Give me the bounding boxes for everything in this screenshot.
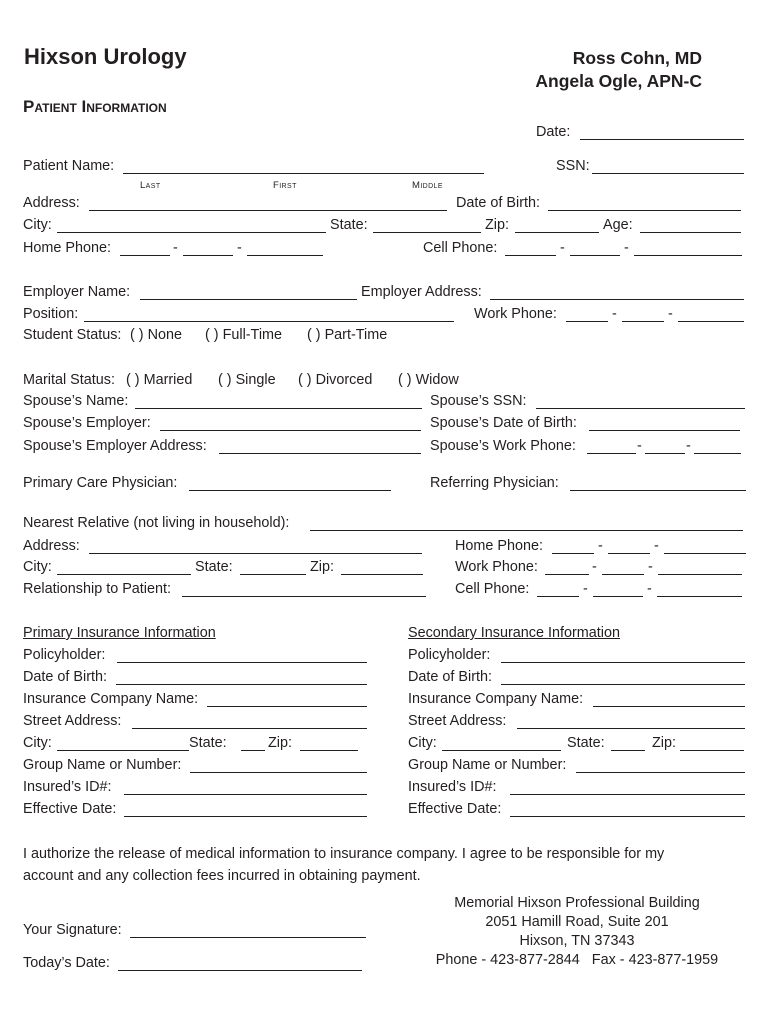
address-line[interactable]	[89, 210, 447, 211]
cell-phone-number-line[interactable]	[634, 255, 742, 256]
primary-state-label: State:	[189, 735, 227, 751]
secondary-company-label: Insurance Company Name:	[408, 691, 584, 707]
work-phone-label: Work Phone:	[474, 306, 557, 322]
student-option-none[interactable]: ( ) None	[130, 327, 182, 343]
secondary-insurance-title: Secondary Insurance Information	[408, 625, 620, 641]
secondary-effective-date-label: Effective Date:	[408, 801, 502, 817]
primary-street-line[interactable]	[132, 728, 367, 729]
relative-city-line[interactable]	[57, 574, 191, 575]
employer-address-line[interactable]	[490, 299, 744, 300]
address-label: Address:	[23, 195, 80, 211]
first-name-sublabel: First	[273, 180, 297, 191]
city-label: City:	[23, 217, 52, 233]
spouse-dob-line[interactable]	[589, 430, 740, 431]
secondary-state-label: State:	[567, 735, 605, 751]
primary-city-label: City:	[23, 735, 52, 751]
spouse-dob-label: Spouse’s Date of Birth:	[430, 415, 577, 431]
secondary-insured-id-line[interactable]	[510, 794, 745, 795]
dash: -	[686, 438, 691, 454]
primary-insured-id-line[interactable]	[124, 794, 367, 795]
zip-label: Zip:	[485, 217, 509, 233]
spouse-name-line[interactable]	[135, 408, 422, 409]
secondary-group-line[interactable]	[576, 772, 745, 773]
student-status-label: Student Status:	[23, 327, 122, 343]
dash: -	[237, 240, 242, 256]
spouse-employer-address-line[interactable]	[219, 453, 421, 454]
dash: -	[668, 306, 673, 322]
relative-address-line[interactable]	[89, 553, 422, 554]
secondary-street-line[interactable]	[517, 728, 745, 729]
relationship-label: Relationship to Patient:	[23, 581, 171, 597]
dash: -	[598, 538, 603, 554]
relative-home-phone-number-line[interactable]	[664, 553, 746, 554]
employer-name-line[interactable]	[140, 299, 357, 300]
relative-cell-phone-area-line[interactable]	[537, 596, 579, 597]
spouse-work-phone-label: Spouse’s Work Phone:	[430, 438, 576, 454]
relationship-line[interactable]	[182, 596, 426, 597]
dash: -	[173, 240, 178, 256]
primary-street-label: Street Address:	[23, 713, 122, 729]
spouse-employer-address-label: Spouse’s Employer Address:	[23, 438, 207, 454]
home-phone-number-line[interactable]	[247, 255, 323, 256]
phone-fax: Phone - 423-877-2844 Fax - 423-877-1959	[435, 952, 719, 968]
work-phone-area-line[interactable]	[566, 321, 608, 322]
relative-zip-line[interactable]	[341, 574, 423, 575]
primary-group-label: Group Name or Number:	[23, 757, 182, 773]
home-phone-area-line[interactable]	[120, 255, 170, 256]
secondary-group-label: Group Name or Number:	[408, 757, 567, 773]
spouse-ssn-line[interactable]	[536, 408, 745, 409]
primary-dob-line[interactable]	[116, 684, 367, 685]
building-name: Memorial Hixson Professional Building	[454, 895, 700, 911]
secondary-dob-line[interactable]	[501, 684, 745, 685]
secondary-zip-label: Zip:	[652, 735, 676, 751]
spouse-employer-label: Spouse’s Employer:	[23, 415, 151, 431]
primary-policyholder-line[interactable]	[117, 662, 367, 663]
dash: -	[654, 538, 659, 554]
middle-name-sublabel: Middle	[412, 180, 443, 191]
authorization-text-line-1: I authorize the release of medical information to insurance company. I agree to be responsible for my	[23, 846, 665, 862]
primary-dob-label: Date of Birth:	[23, 669, 107, 685]
nearest-relative-label: Nearest Relative (not living in household):	[23, 515, 290, 531]
secondary-state-line[interactable]	[611, 750, 645, 751]
patient-name-label: Patient Name:	[23, 158, 115, 174]
relative-cell-phone-label: Cell Phone:	[455, 581, 530, 597]
dash: -	[637, 438, 642, 454]
relative-work-phone-number-line[interactable]	[658, 574, 742, 575]
patient-name-line[interactable]	[123, 173, 484, 174]
primary-company-label: Insurance Company Name:	[23, 691, 199, 707]
relative-work-phone-prefix-line[interactable]	[602, 574, 644, 575]
cell-phone-area-line[interactable]	[505, 255, 556, 256]
secondary-effective-date-line[interactable]	[510, 816, 745, 817]
relative-state-line[interactable]	[240, 574, 306, 575]
state-label: State:	[330, 217, 368, 233]
spouse-name-label: Spouse’s Name:	[23, 393, 129, 409]
position-label: Position:	[23, 306, 79, 322]
relative-zip-label: Zip:	[310, 559, 334, 575]
nearest-relative-line[interactable]	[310, 530, 743, 531]
relative-work-phone-label: Work Phone:	[455, 559, 538, 575]
doctor-name-1: Ross Cohn, MD	[572, 48, 702, 68]
primary-insured-id-label: Insured’s ID#:	[23, 779, 112, 795]
relative-cell-phone-prefix-line[interactable]	[593, 596, 643, 597]
ssn-label: SSN:	[556, 158, 590, 174]
home-phone-prefix-line[interactable]	[183, 255, 233, 256]
cell-phone-prefix-line[interactable]	[570, 255, 620, 256]
primary-group-line[interactable]	[190, 772, 367, 773]
student-option-full-time[interactable]: ( ) Full-Time	[205, 327, 283, 343]
employer-name-label: Employer Name:	[23, 284, 131, 300]
primary-state-line[interactable]	[241, 750, 265, 751]
dash: -	[648, 559, 653, 575]
primary-insurance-title: Primary Insurance Information	[23, 625, 216, 641]
work-phone-prefix-line[interactable]	[622, 321, 664, 322]
referring-physician-line[interactable]	[570, 490, 746, 491]
spouse-employer-line[interactable]	[160, 430, 421, 431]
last-name-sublabel: Last	[140, 180, 161, 191]
relative-address-label: Address:	[23, 538, 80, 554]
spouse-work-phone-number-line[interactable]	[694, 453, 741, 454]
spouse-work-phone-prefix-line[interactable]	[645, 453, 685, 454]
dob-label: Date of Birth:	[456, 195, 540, 211]
secondary-dob-label: Date of Birth:	[408, 669, 492, 685]
age-label: Age:	[603, 217, 633, 233]
student-option-part-time[interactable]: ( ) Part-Time	[307, 327, 388, 343]
dash: -	[612, 306, 617, 322]
marital-option-single[interactable]: ( ) Single	[218, 372, 276, 388]
todays-date-label: Today’s Date:	[23, 955, 110, 971]
position-line[interactable]	[84, 321, 454, 322]
spouse-work-phone-area-line[interactable]	[587, 453, 636, 454]
primary-care-physician-label: Primary Care Physician:	[23, 475, 178, 491]
date-line[interactable]	[580, 139, 744, 140]
dob-line[interactable]	[548, 210, 741, 211]
relative-city-label: City:	[23, 559, 52, 575]
primary-effective-date-label: Effective Date:	[23, 801, 117, 817]
signature-line[interactable]	[130, 937, 366, 938]
clinic-name: Hixson Urology	[24, 44, 187, 69]
employer-address-label: Employer Address:	[361, 284, 482, 300]
dash: -	[647, 581, 652, 597]
referring-physician-label: Referring Physician:	[430, 475, 559, 491]
relative-cell-phone-number-line[interactable]	[657, 596, 742, 597]
work-phone-number-line[interactable]	[678, 321, 744, 322]
secondary-city-label: City:	[408, 735, 437, 751]
zip-line[interactable]	[515, 232, 599, 233]
relative-state-label: State:	[195, 559, 233, 575]
age-line[interactable]	[640, 232, 741, 233]
street-address: 2051 Hamill Road, Suite 201	[485, 914, 669, 930]
secondary-city-line[interactable]	[442, 750, 561, 751]
cell-phone-label: Cell Phone:	[423, 240, 498, 256]
dash: -	[583, 581, 588, 597]
secondary-policyholder-label: Policyholder:	[408, 647, 491, 663]
date-label: Date:	[536, 124, 571, 140]
marital-status-label: Marital Status:	[23, 372, 115, 388]
dash: -	[592, 559, 597, 575]
marital-option-widow[interactable]: ( ) Widow	[398, 372, 459, 388]
primary-city-line[interactable]	[57, 750, 189, 751]
marital-option-divorced[interactable]: ( ) Divorced	[298, 372, 373, 388]
authorization-text-line-2: account and any collection fees incurred in obtaining payment.	[23, 868, 421, 884]
relative-home-phone-label: Home Phone:	[455, 538, 543, 554]
secondary-company-line[interactable]	[593, 706, 745, 707]
dash: -	[624, 240, 629, 256]
secondary-street-label: Street Address:	[408, 713, 507, 729]
primary-zip-label: Zip:	[268, 735, 292, 751]
relative-home-phone-area-line[interactable]	[552, 553, 594, 554]
ssn-line[interactable]	[592, 173, 744, 174]
city-line[interactable]	[57, 232, 326, 233]
secondary-insured-id-label: Insured’s ID#:	[408, 779, 497, 795]
primary-care-physician-line[interactable]	[189, 490, 391, 491]
dash: -	[560, 240, 565, 256]
signature-label: Your Signature:	[23, 922, 122, 938]
form-title: Patient Information	[23, 97, 167, 116]
home-phone-label: Home Phone:	[23, 240, 111, 256]
relative-home-phone-prefix-line[interactable]	[608, 553, 650, 554]
marital-option-married[interactable]: ( ) Married	[126, 372, 193, 388]
primary-zip-line[interactable]	[300, 750, 358, 751]
secondary-policyholder-line[interactable]	[501, 662, 745, 663]
primary-effective-date-line[interactable]	[124, 816, 367, 817]
city-state-zip: Hixson, TN 37343	[519, 933, 635, 949]
primary-policyholder-label: Policyholder:	[23, 647, 106, 663]
relative-work-phone-area-line[interactable]	[545, 574, 589, 575]
state-line[interactable]	[373, 232, 481, 233]
secondary-zip-line[interactable]	[680, 750, 744, 751]
primary-company-line[interactable]	[207, 706, 367, 707]
spouse-ssn-label: Spouse’s SSN:	[430, 393, 527, 409]
todays-date-line[interactable]	[118, 970, 362, 971]
doctor-name-2: Angela Ogle, APN-C	[535, 71, 702, 91]
